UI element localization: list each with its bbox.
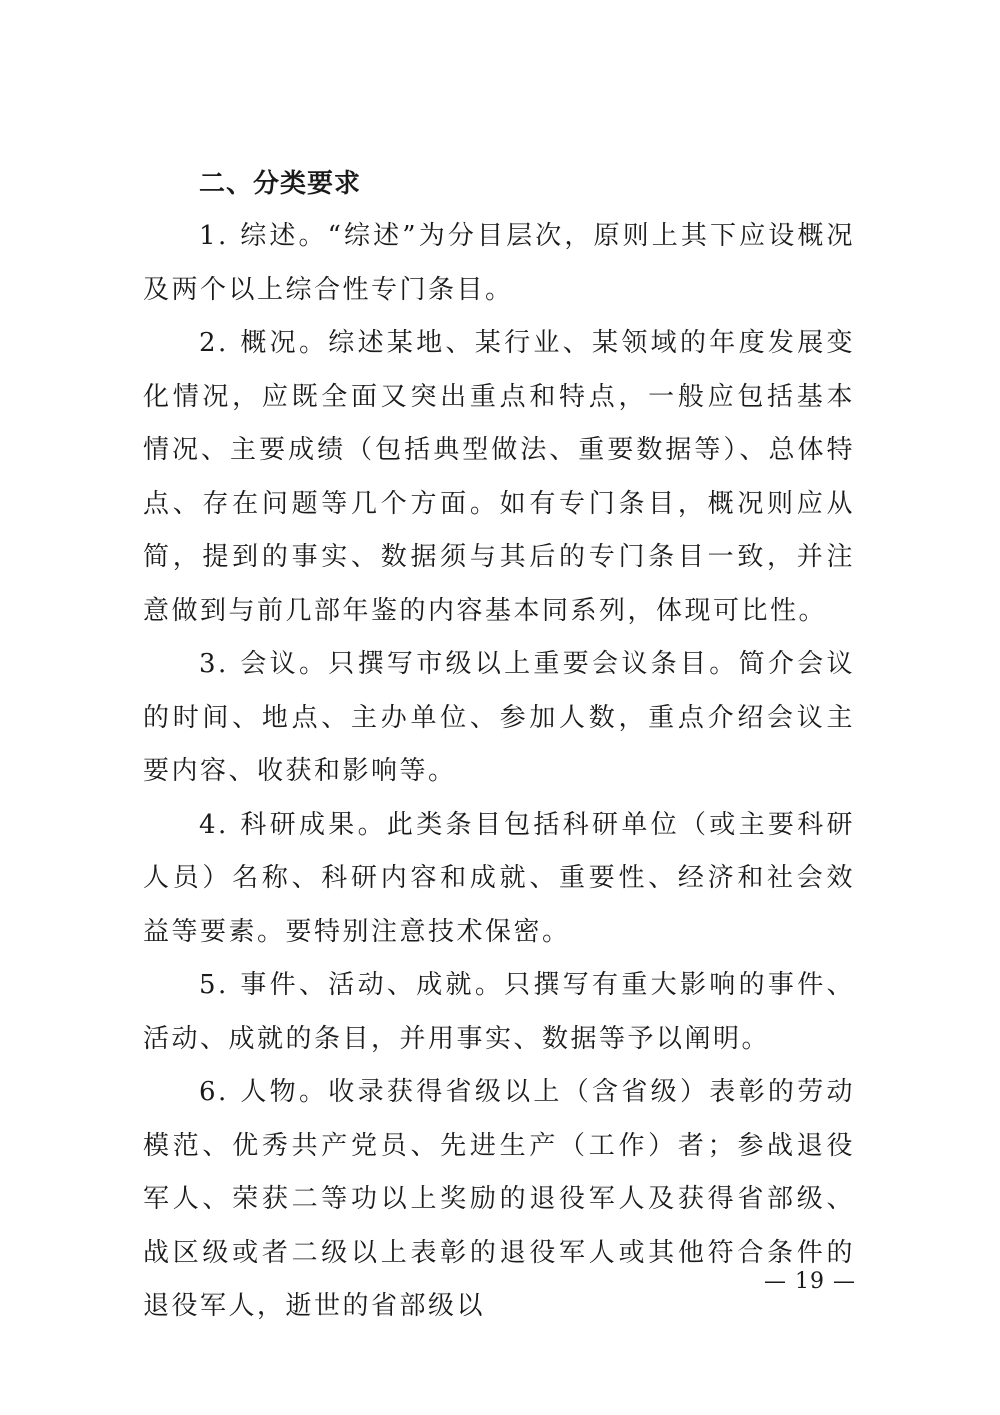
paragraph-overview-summary: 1. 综述。“综述”为分目层次，原则上其下应设概况及两个以上综合性专门条目。 [143,221,855,305]
paragraph-research-results: 4. 科研成果。此类条目包括科研单位（或主要科研人员）名称、科研内容和成就、重要性、经济和社会效益等要素。要特别注意技术保密。 [143,809,855,947]
paragraph-meetings: 3. 会议。只撰写市级以上重要会议条目。简介会议的时间、地点、主办单位、参加人数，重点介绍会议主要内容、收获和影响等。 [143,649,855,786]
paragraph-events-activities: 5. 事件、活动、成就。只撰写有重大影响的事件、活动、成就的条目，并用事实、数据等予以阐明。 [143,970,855,1054]
paragraph-general-situation: 2. 概况。综述某地、某行业、某领域的年度发展变化情况，应既全面又突出重点和特点，一般应包括基本情况、主要成绩（包括典型做法、重要数据等）、总体特点、存在问题等几个方面。如有专门条目，概况则应从简，提到的事实、数据须与其后的专门条目一致，并注意做到与前几部年鉴的内容基本同系列，体现可比性。 [143,328,855,626]
page-body [143,158,855,1334]
paragraph-people: 6. 人物。收录获得省级以上（含省级）表彰的劳动模范、优秀共产党员、先进生产（工作）者；参战退役军人、荣获二等功以上奖励的退役军人及获得省部级、战区级或者二级以上表彰的退役军人或其他符合条件的退役军人，逝世的省部级以 [143,1077,855,1321]
page-number: — 19 — [764,1269,856,1294]
section-heading: 二、分类要求 [199,169,362,199]
